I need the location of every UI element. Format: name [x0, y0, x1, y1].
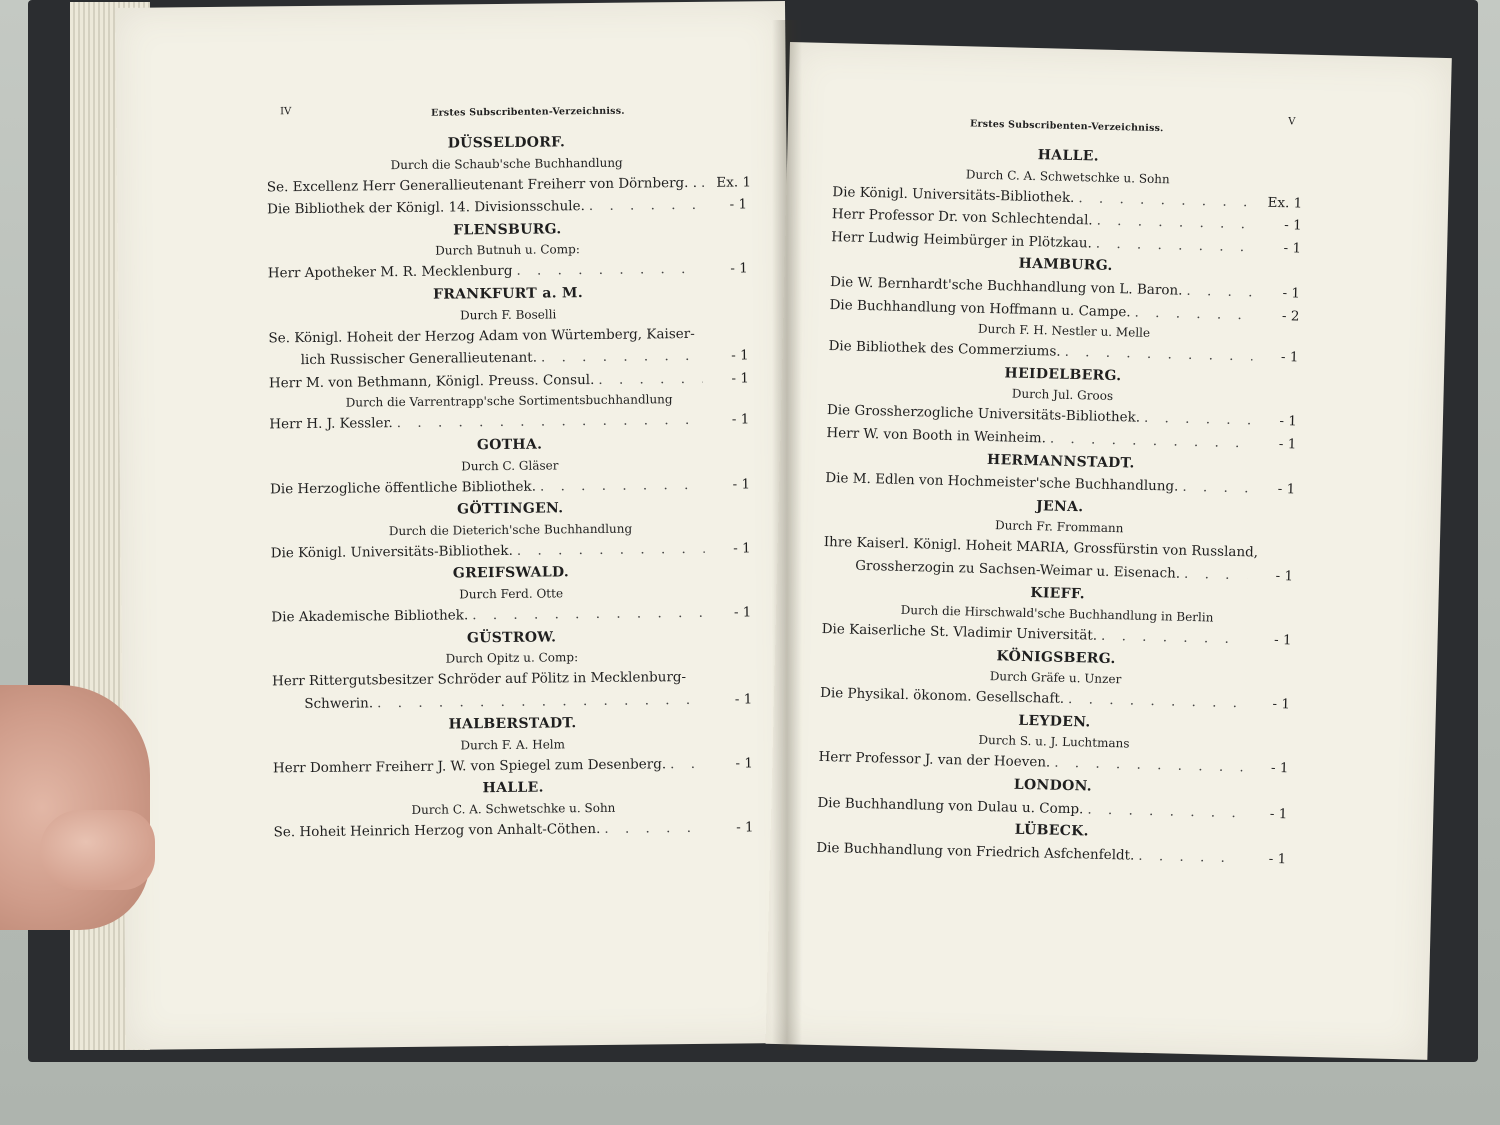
copies-count: - 2: [1281, 307, 1300, 325]
city-heading: GOTHA.: [476, 436, 543, 454]
dot-leader: [513, 538, 705, 563]
city-heading: GÖTTINGEN.: [457, 500, 564, 518]
running-title: Erstes Subscribenten-Verzeichniss.: [431, 105, 625, 119]
copies-count: - 1: [736, 819, 754, 836]
dot-leader: [1134, 845, 1240, 870]
subscriber-name: Se. Hoheit Heinrich Herzog von Anhalt-Cöthen.: [273, 821, 601, 841]
city-heading: LÜBECK.: [1014, 821, 1090, 840]
copies-count: - 1: [731, 370, 749, 387]
subscriber-name: Herr W. von Booth in Weinheim.: [826, 424, 1047, 447]
page-number: V: [1288, 116, 1296, 128]
subscriber-name: Die Königl. Universitäts-Bibliothek.: [832, 183, 1075, 206]
copies-count: - 1: [729, 196, 748, 213]
city-heading: HALLE.: [1037, 147, 1100, 165]
subscriber-name: Die Bibliothek der Königl. 14. Divisionsschule.: [267, 198, 585, 218]
bookseller-line: Durch C. A. Schwetschke u. Sohn: [965, 166, 1170, 186]
subscriber-name: Die Grossherzogliche Universitäts-Bibliothek.: [826, 402, 1141, 427]
copies-count: - 1: [1277, 481, 1296, 498]
copies-count: - 1: [733, 604, 752, 621]
subscriber-entry: [274, 816, 754, 844]
running-title: Erstes Subscribenten-Verzeichniss.: [969, 118, 1164, 135]
copies-count: - 1: [730, 260, 748, 277]
city-heading: HALLE.: [482, 780, 544, 797]
subscriber-name: Die M. Edlen von Hochmeister'sche Buchhandlung.: [825, 470, 1179, 495]
subscriber-name: Grossherzogin zu Sachsen-Weimar u. Eisenach.: [855, 557, 1181, 582]
bookseller-line: Durch C. A. Schwetschke u. Sohn: [411, 800, 616, 818]
dot-leader: [666, 753, 707, 776]
copies-count: - 1: [1273, 632, 1292, 649]
city-heading: HALBERSTADT.: [448, 715, 577, 733]
bookseller-line: Durch Jul. Groos: [1011, 386, 1114, 404]
subscriber-name: Herr Rittergutsbesitzer Schröder auf Pölitz in Mecklenburg-: [271, 669, 687, 690]
copies-count: - 1: [1278, 436, 1297, 453]
dot-leader: [468, 602, 705, 627]
thumb: [40, 810, 155, 890]
dot-leader: [1083, 798, 1241, 824]
subscriber-name: Herr H. J. Kessler.: [269, 415, 393, 433]
copies-count: - 1: [732, 475, 751, 493]
subscriber-name: Se. Excellenz Herr Generallieutenant Freiherr von Dörnberg. .: [266, 174, 698, 196]
city-heading: GÜSTROW.: [466, 628, 557, 646]
dot-leader: [512, 258, 702, 283]
dot-leader: [594, 368, 703, 392]
subscriber-list: [816, 139, 1303, 871]
dot-leader: [537, 345, 703, 369]
city-heading: KÖNIGSBERG.: [996, 647, 1116, 667]
subscriber-name: Herr Domherr Freiherr J. W. von Spiegel zum Desenberg.: [272, 756, 667, 777]
bookseller-line: Durch Opitz u. Comp:: [445, 650, 579, 666]
subscriber-name: Die Buchhandlung von Friedrich Asfchenfeldt.: [816, 839, 1135, 864]
bookseller-line: Durch F. Boselli: [460, 306, 557, 322]
subscriber-name: Die Königl. Universitäts-Bibliothek.: [270, 542, 513, 562]
city-heading: LONDON.: [1013, 776, 1093, 795]
subscriber-name: Herr Apotheker M. R. Mecklenburg: [267, 263, 513, 282]
dot-leader: [1180, 563, 1248, 587]
bookseller-line: Durch S. u. J. Luchtmans: [978, 733, 1130, 751]
copies-count: - 1: [733, 540, 751, 557]
copies-count: - 1: [1279, 413, 1298, 430]
copies-count: - 1: [731, 347, 749, 364]
subscriber-name: Die Buchhandlung von Dulau u. Comp.: [817, 794, 1084, 818]
dot-leader: [585, 194, 701, 218]
gutter-shadow: [772, 20, 802, 1050]
subscriber-name: Die Akademische Bibliothek.: [271, 607, 469, 626]
subscriber-name: Die Bibliothek des Commerziums.: [828, 338, 1061, 360]
subscriber-list: [266, 129, 753, 844]
subscriber-name: Die Herzogliche öffentliche Bibliothek.: [269, 478, 537, 497]
copies-count: - 1: [734, 691, 753, 708]
dot-leader: [1178, 476, 1249, 500]
copies-count: - 1: [1275, 567, 1294, 585]
subscriber-name: Schwerin.: [304, 695, 374, 712]
subscriber-name: Die Kaiserliche St. Vladimir Universität.: [821, 621, 1098, 644]
bookseller-line: Durch die Schaub'sche Buchhandlung: [390, 155, 623, 172]
subscriber-name: Herr Professor Dr. von Schlechtendal.: [831, 206, 1093, 229]
bookseller-line: Durch C. Gläser: [461, 457, 559, 473]
copies-count: - 1: [1270, 760, 1289, 777]
copies-count: - 1: [1283, 239, 1302, 257]
dot-leader: [536, 473, 704, 497]
copies-count: - 1: [731, 411, 750, 428]
subscriber-name: Die Physikal. ökonom. Gesellschaft.: [819, 685, 1065, 708]
subscriber-name: Die W. Bernhardt'sche Buchhandlung von L. Baron.: [829, 274, 1183, 299]
bookseller-line: Durch die Varrentrapp'sche Sortimentsbuchhandlung: [345, 392, 673, 410]
dot-leader: [1097, 625, 1246, 651]
bookseller-line: Durch Gräfe u. Unzer: [989, 669, 1122, 687]
city-heading: DÜSSELDORF.: [447, 134, 566, 152]
bookseller-line: Durch die Hirschwald'sche Buchhandlung in Berlin: [900, 602, 1214, 625]
bookseller-line: Durch Ferd. Otte: [459, 586, 564, 602]
subscriber-name: lich Russischer Generallieutenant.: [300, 349, 538, 369]
city-heading: HERMANNSTADT.: [986, 451, 1135, 472]
bookseller-line: Durch Fr. Frommann: [994, 518, 1124, 536]
city-heading: GREIFSWALD.: [452, 564, 570, 582]
bookseller-line: Durch F. H. Nestler u. Melle: [977, 321, 1151, 341]
subscriber-name: Die Buchhandlung von Hoffmann u. Campe.: [829, 296, 1131, 320]
city-heading: HEIDELBERG.: [1004, 365, 1122, 384]
dot-leader: [1064, 688, 1244, 715]
copies-count: Ex. 1: [1267, 194, 1303, 212]
city-heading: FLENSBURG.: [453, 221, 562, 239]
copies-count: - 1: [1282, 285, 1301, 302]
subscriber-name: Herr M. von Bethmann, Königl. Preuss. Consul.: [268, 371, 595, 392]
copies-count: - 1: [1280, 349, 1299, 366]
page-number: IV: [280, 106, 292, 118]
hand: [0, 685, 150, 930]
subscriber-name: Herr Professor J. van der Hoeven.: [818, 749, 1051, 772]
city-heading: FRANKFURT a. M.: [432, 285, 584, 303]
dot-leader: [1130, 301, 1253, 327]
dot-leader: [393, 409, 704, 435]
right-page: [766, 42, 1452, 1060]
bookseller-line: Durch die Dieterich'sche Buchhandlung: [388, 521, 633, 538]
city-heading: KIEFF.: [1030, 584, 1086, 602]
copies-count: - 1: [1268, 850, 1287, 868]
copies-count: - 1: [1269, 805, 1288, 823]
dot-leader: [697, 171, 705, 194]
subscriber-name: Se. Königl. Hoheit der Herzog Adam von Würtemberg, Kaiser-: [268, 325, 695, 346]
subscriber-name: Herr Ludwig Heimbürger in Plötzkau.: [831, 228, 1093, 252]
left-page: [115, 1, 796, 1050]
copies-count: Ex. 1: [716, 173, 752, 191]
bookseller-line: Durch Butnuh u. Comp:: [435, 242, 580, 259]
copies-count: - 1: [735, 755, 754, 772]
city-heading: HAMBURG.: [1018, 256, 1113, 275]
dot-leader: [373, 689, 706, 715]
dot-leader: [1182, 280, 1254, 304]
dot-leader: [600, 817, 708, 841]
city-heading: JENA.: [1035, 497, 1084, 516]
copies-count: - 1: [1284, 217, 1302, 234]
city-heading: LEYDEN.: [1018, 712, 1091, 731]
dot-leader: [1140, 407, 1251, 432]
copies-count: - 1: [1272, 696, 1291, 713]
bookseller-line: Durch F. A. Helm: [460, 737, 566, 753]
dot-leader: [1092, 232, 1256, 259]
subscriber-name: Ihre Kaiserl. Königl. Hoheit MARIA, Grossfürstin von Russland,: [823, 534, 1259, 561]
